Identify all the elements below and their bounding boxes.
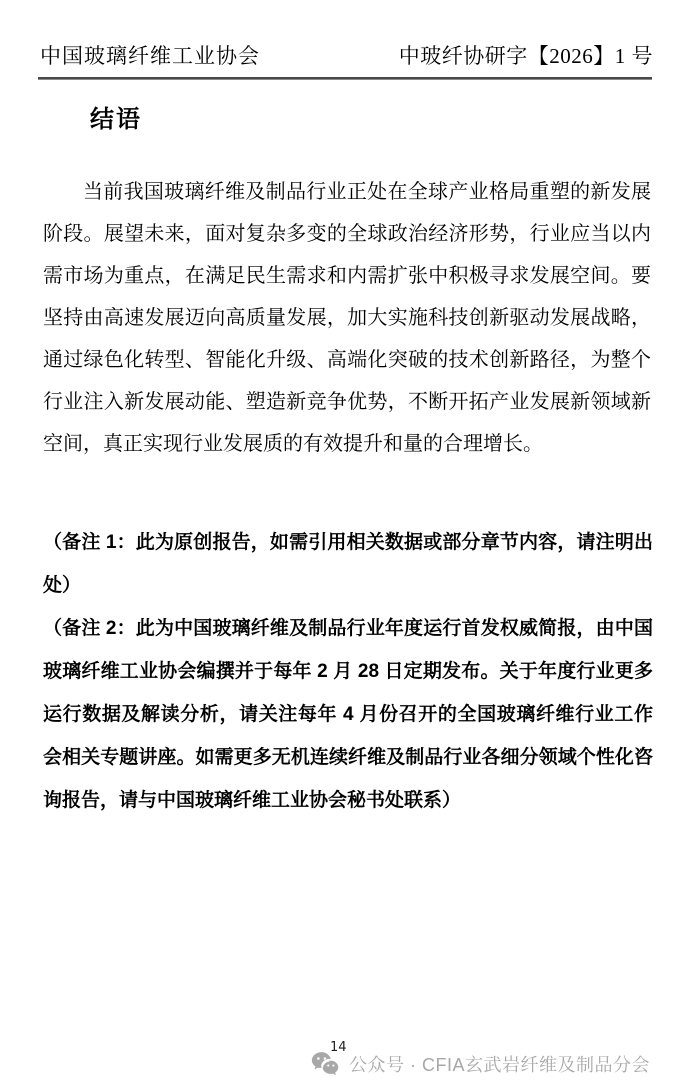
header-rule xyxy=(38,77,652,80)
page-number: 14 xyxy=(330,1040,347,1055)
watermark-label: 公众号 · CFIA玄武岩纤维及制品分会 xyxy=(349,1055,650,1075)
footer-watermark xyxy=(311,1051,650,1077)
header-org-name: 中国玻璃纤维工业协会 xyxy=(40,44,260,68)
notes-block xyxy=(43,521,653,822)
wechat-icon xyxy=(311,1051,342,1077)
header-document-number: 中玻纤协研字【2026】1 号 xyxy=(398,44,653,68)
page-header xyxy=(40,40,653,70)
body-paragraph: 当前我国玻璃纤维及制品行业正处在全球产业格局重塑的新发展阶段。展望未来，面对复杂多变的全球政治经济形势，行业应当以内需市场为重点，在满足民生需求和内需扩张中积极寻求发展空间。要坚持由高速发展迈向高质量发展，加大实施科技创新驱动发展战略，通过绿色化转型、智能化升级、高端化突破的技术创新路径，为整个行业注入新发展动能、塑造新竞争优势，不断开拓产业发展新领域新空间，真正实现行业发展质的有效提升和量的合理增长。 xyxy=(43,181,651,455)
note-1: （备注 1：此为原创报告，如需引用相关数据或部分章节内容，请注明出处） xyxy=(43,532,653,596)
note-2: （备注 2：此为中国玻璃纤维及制品行业年度运行首发权威简报，由中国玻璃纤维工业协会编撰并于每年 2 月 28 日定期发布。关于年度行业更多运行数据及解读分析，请关注每年 4 月份召开的全国玻璃纤维行业工作会相关专题讲座。如需更多无机连续纤维及制品行业各细分领域个性化咨询报告，请与中国玻璃纤维工业协会秘书处联系） xyxy=(43,618,653,811)
section-heading: 结语 xyxy=(90,106,142,133)
